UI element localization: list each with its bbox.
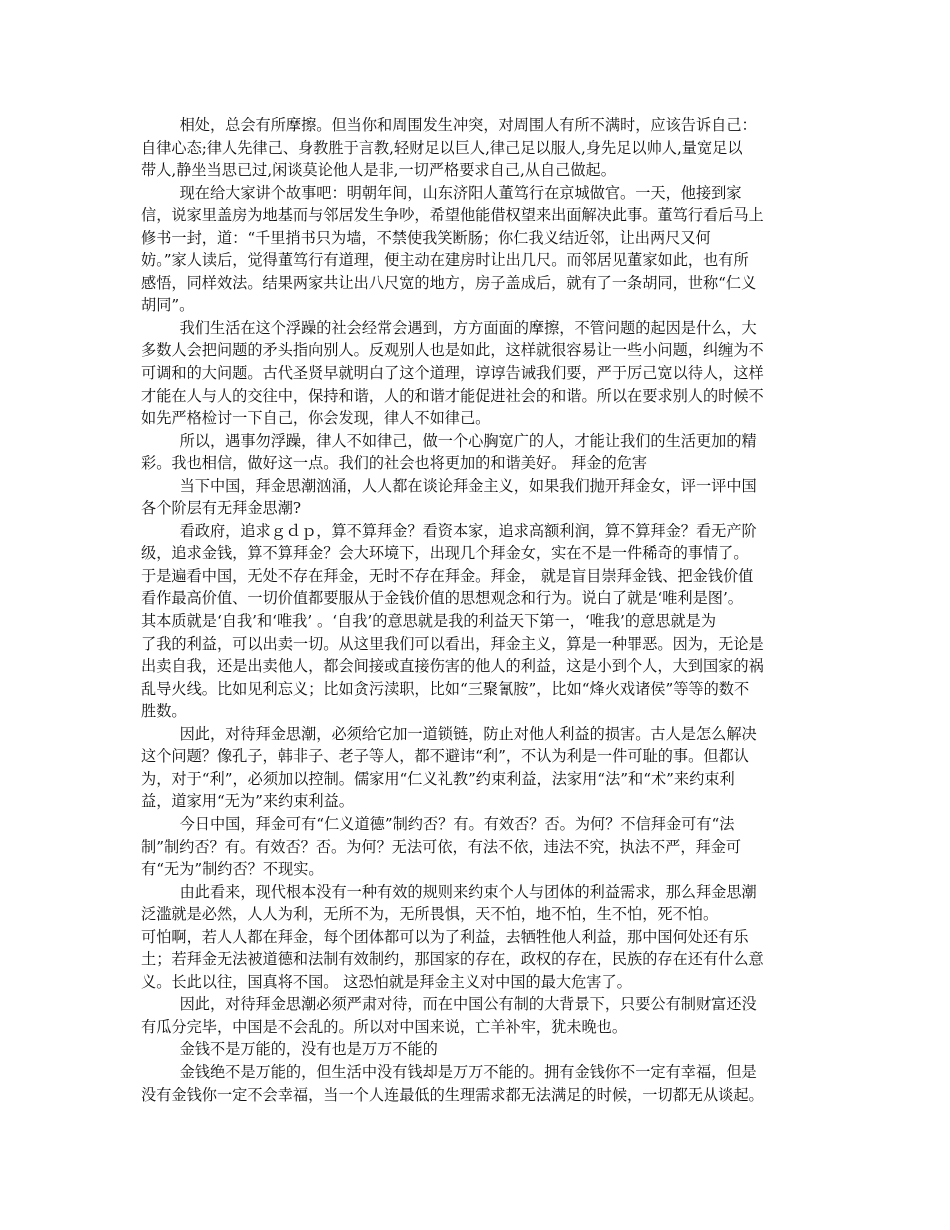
- text-line: 金钱绝不是万能的，但生活中没有钱却是万万不能的。拥有金钱你不一定有幸福，但是: [141, 1062, 757, 1081]
- text-line: 当下中国，拜金思潮汹涌，人人都在谈论拜金主义，如果我们抛开拜金女，评一评中国: [141, 476, 757, 495]
- paragraph: [141, 993, 813, 1038]
- text-line: 相处，总会有所摩擦。但当你和周围发生冲突，对周围人有所不满时，应该告诉自己：: [141, 116, 757, 134]
- text-line: 土；若拜金无法被道德和法制有效制约，那国家的存在，政权的存在，民族的存在还有什么意: [141, 950, 764, 969]
- text-line: 今日中国，拜金可有“仁义道德”制约否？有。有效否？否。为何？不信拜金可有“法: [141, 814, 735, 833]
- text-line: 看政府，追求ｇｄｐ，算不算拜金？看资本家，追求高额利润，算不算拜金？看无产阶: [141, 521, 757, 540]
- text-line: 看作最高价值、一切价值都要服从于金钱价值的思想观念和行为。说白了就是‘唯利是图’。: [141, 589, 743, 608]
- paragraph: [141, 1061, 813, 1106]
- text-line: 才能在人与人的交往中，保持和谐，人的和谐才能促进社会的和谐。所以在要求别人的时候不: [141, 386, 764, 405]
- text-line: 现在给大家讲个故事吧：明朝年间，山东济阳人董笃行在京城做官。一天，他接到家: [141, 183, 742, 202]
- paragraph: [141, 723, 813, 813]
- paragraph: [141, 475, 813, 520]
- text-line: 可调和的大问题。古代圣贤早就明白了这个道理，谆谆告诫我们要，严于厉己宽以待人，这样: [141, 364, 764, 383]
- text-line: 由此看来，现代根本没有一种有效的规则来约束个人与团体的利益需求，那么拜金思潮: [141, 882, 757, 901]
- text-line: 了我的利益，可以出卖一切。从这里我们可以看出，拜金主义，算是一种罪恶。因为，无论是: [141, 634, 764, 653]
- text-line: 多数人会把问题的矛头指向别人。反观别人也是如此，这样就很容易让一些小问题，纠缠为不: [141, 341, 764, 360]
- text-line: 出卖自我，还是出卖他人，都会间接或直接伤害的他人的利益，这是小到个人，大到国家的祸: [141, 657, 764, 676]
- text-line: 信，说家里盖房为地基而与邻居发生争吵，希望他能借权望来出面解决此事。董笃行看后马上: [141, 206, 764, 225]
- text-line: 有“无为”制约否？不现实。: [141, 860, 324, 879]
- text-line: 级，追求金钱，算不算拜金？会大环境下，出现几个拜金女，实在不是一件稀奇的事情了。: [141, 544, 749, 563]
- paragraph: [141, 1038, 813, 1061]
- text-line: 自律心态;律人先律己、身教胜于言教,轻财足以巨人,律己足以服人,身先足以帅人,量宽足以: [141, 138, 743, 157]
- text-line: 如先严格检讨一下自己，你会发现，律人不如律己。: [141, 409, 491, 428]
- text-line: 胡同”。: [141, 296, 195, 315]
- paragraph: [141, 881, 813, 994]
- text-line: 修书一封，道：“千里捎书只为墙，不禁使我笑断肠；你仁我义结近邻，让出两尺又何: [141, 228, 711, 247]
- paragraph: [141, 813, 813, 881]
- paragraph: [141, 520, 813, 723]
- text-line: 益，道家用“无为”来约束利益。: [141, 792, 354, 811]
- text-line: 可怕啊，若人人都在拜金，每个团体都可以为了利益，去牺牲他人利益，那中国何处还有乐: [141, 927, 749, 946]
- text-line: 其本质就是‘自我’和‘唯我’ 。‘自我’的意思就是我的利益天下第一，‘唯我’的意思就是为: [141, 612, 717, 631]
- text-line: 所以，遇事勿浮躁，律人不如律己，做一个心胸宽广的人，才能让我们的生活更加的精: [141, 431, 757, 450]
- text-line: 因此，对待拜金思潮，必须给它加一道锁链，防止对他人利益的损害。古人是怎么解决: [141, 724, 757, 743]
- text-line: 胜数。: [141, 702, 187, 721]
- text-line: 因此，对待拜金思潮必须严肃对待，而在中国公有制的大背景下，只要公有制财富还没: [141, 995, 757, 1014]
- paragraph: [141, 430, 813, 475]
- paragraph: [141, 317, 813, 430]
- text-line: 乱导火线。比如见利忘义；比如贪污渎职，比如“三聚氰胺”，比如“烽火戏诸侯”等等的数不: [141, 679, 750, 698]
- text-line: 妨。”家人读后，觉得董笃行有道理，便主动在建房时让出几尺。而邻居见董家如此，也有所: [141, 251, 749, 270]
- text-line: 制”制约否？有。有效否？否。为何？无法可依，有法不依，违法不究，执法不严，拜金可: [141, 837, 742, 856]
- text-line: 于是遍看中国，无处不存在拜金，无时不存在拜金。拜金， 就是盲目崇拜金钱、把金钱价值: [141, 566, 754, 585]
- text-line: 彩。我也相信，做好这一点。我们的社会也将更加的和谐美好。 拜金的危害: [141, 454, 648, 473]
- text-line: 感悟，同样效法。结果两家共让出八尺宽的地方，房子盖成后，就有了一条胡同，世称“仁义: [141, 273, 757, 292]
- text-line: 各个阶层有无拜金思潮?: [141, 499, 302, 518]
- text-line: 我们生活在这个浮躁的社会经常会遇到，方方面面的摩擦，不管问题的起因是什么，大: [141, 318, 757, 337]
- paragraph: [141, 182, 813, 317]
- text-line: 义。长此以往，国真将不国。 这恐怕就是拜金主义对中国的最大危害了。: [141, 972, 632, 991]
- text-line: 带人,静坐当思已过,闲谈莫论他人是非,一切严格要求自己,从自己做起。: [141, 161, 616, 180]
- text-line: 这个问题？像孔子，韩非子、老子等人，都不避讳“利”，不认为利是一件可耻的事。但都认: [141, 747, 749, 766]
- text-line: 有瓜分完毕，中国是不会乱的。所以对中国来说，亡羊补牢，犹未晚也。: [141, 1017, 627, 1036]
- document-body: [141, 114, 813, 1106]
- paragraph: [141, 114, 813, 182]
- text-line: 金钱不是万能的，没有也是万万不能的: [141, 1040, 438, 1059]
- text-line: 为，对于“利”，必须加以控制。儒家用“仁义礼教”约束利益，法家用“法”和“术”来约束利: [141, 769, 735, 788]
- text-line: 没有金钱你一定不会幸福，当一个人连最低的生理需求都无法满足的时候，一切都无从谈起。: [141, 1085, 764, 1104]
- text-line: 泛滥就是必然，人人为利，无所不为，无所畏惧，天不怕，地不怕，生不怕，死不怕。: [141, 905, 719, 924]
